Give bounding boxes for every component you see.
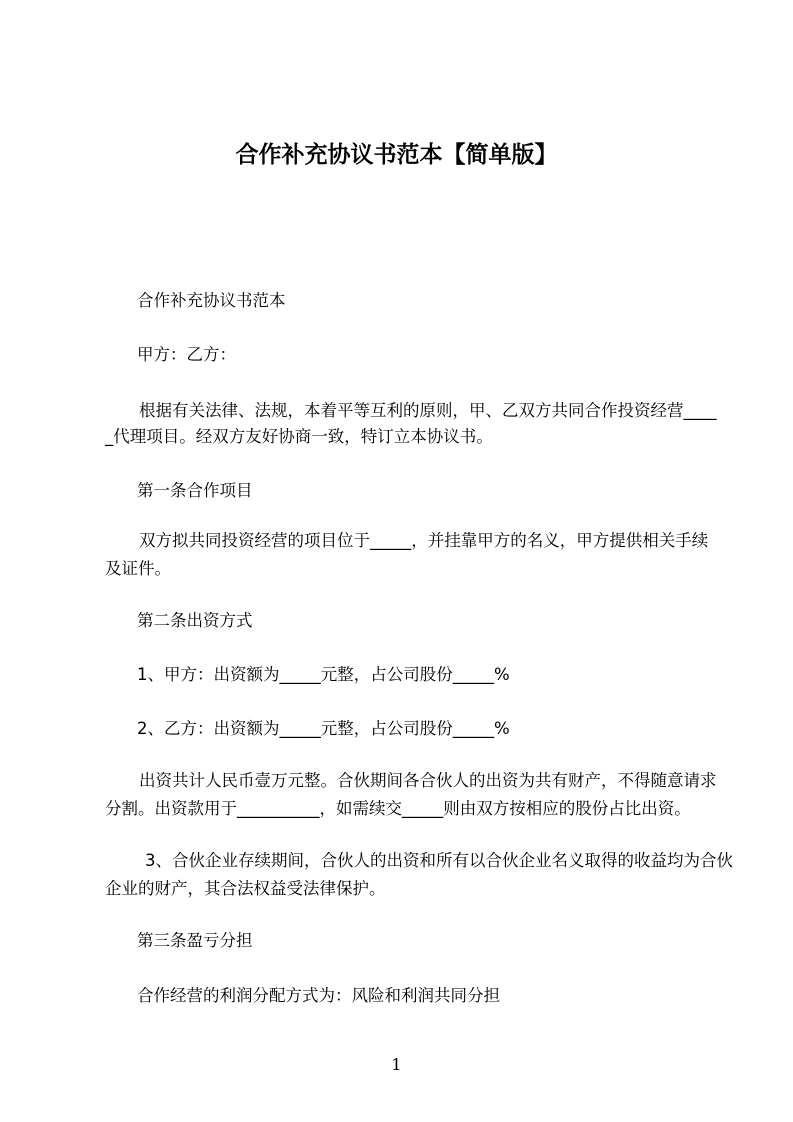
article2-party-a: 1、甲方：出资额为_____元整，占公司股份_____% [137, 665, 510, 684]
parties-line: 甲方：乙方： [137, 345, 236, 364]
page-number: 1 [391, 1055, 402, 1074]
preamble-line-2: _代理项目。经双方友好协商一致，特订立本协议书。 [105, 427, 493, 446]
article2-title: 第二条出资方式 [137, 611, 253, 630]
article1-title: 第一条合作项目 [137, 481, 253, 500]
article3-profit: 合作经营的利润分配方式为：风险和利润共同分担 [137, 986, 500, 1005]
document-heading: 合作补充协议书范本 [137, 291, 286, 310]
article2-total-line-1: 出资共计人民币壹万元整。合伙期间各合伙人的出资为共有财产，不得随意请求 [139, 771, 717, 790]
preamble-line-1: 根据有关法律、法规，本着平等互利的原则，甲、乙双方共同合作投资经营____ [139, 401, 717, 420]
article3-title: 第三条盈亏分担 [137, 931, 253, 950]
article1-line-2: 及证件。 [105, 559, 171, 578]
document-title: 合作补充协议书范本【简单版】 [235, 142, 558, 168]
article2-clause3-line-2: 企业的财产，其合法权益受法律保护。 [105, 879, 386, 898]
article2-total-line-2: 分割。出资款用于__________，如需续交_____则由双方按相应的股份占比出资。 [105, 799, 691, 818]
article1-line-1: 双方拟共同投资经营的项目位于_____，并挂靠甲方的名义，甲方提供相关手续 [139, 531, 709, 550]
article2-party-b: 2、乙方：出资额为_____元整，占公司股份_____% [137, 719, 510, 738]
article2-clause3-line-1: 3、合伙企业存续期间，合伙人的出资和所有以合伙企业名义取得的收益均为合伙 [145, 851, 733, 870]
